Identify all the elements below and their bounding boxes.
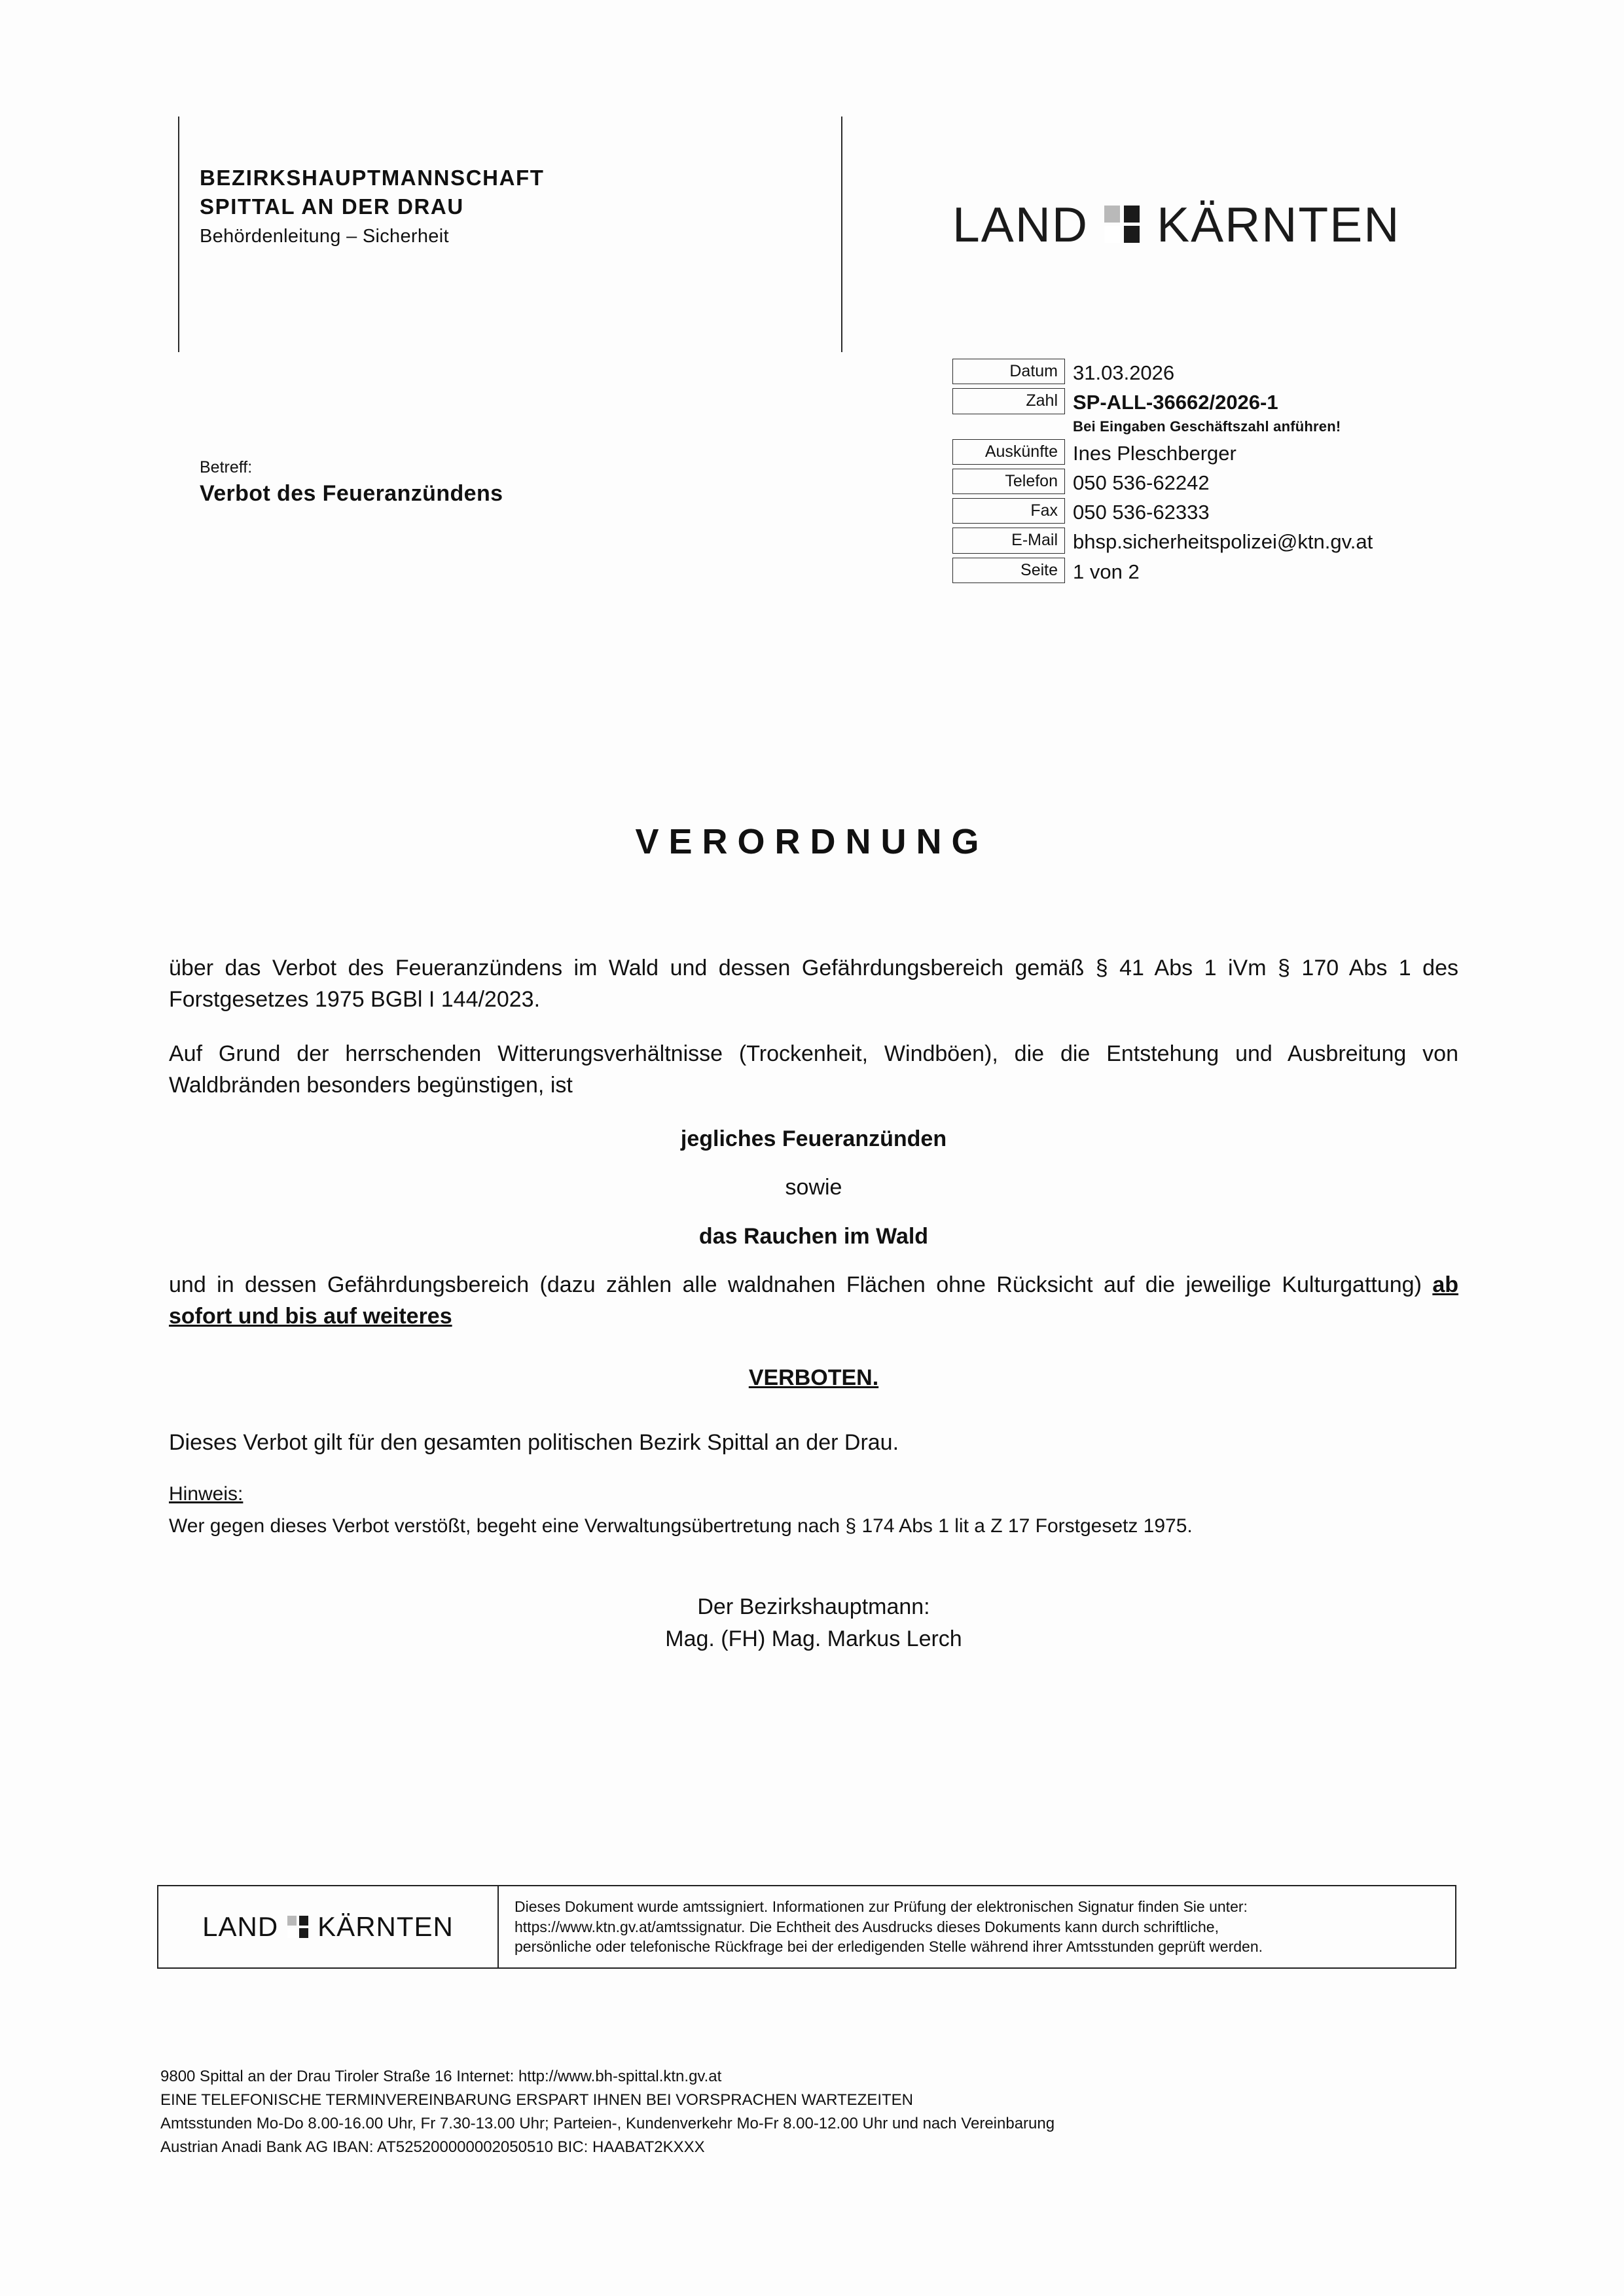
- meta-value-datum: 31.03.2026: [1073, 361, 1175, 384]
- logo-small-word-kaernten: KÄRNTEN: [317, 1911, 454, 1942]
- footer-line-notice: EINE TELEFONISCHE TERMINVEREINBARUNG ERSPART IHNEN BEI VORSPRACHEN WARTEZEITEN: [160, 2091, 913, 2109]
- meta-label-datum: Datum: [952, 359, 1065, 384]
- emphasis-smoking: das Rauchen im Wald: [698, 1223, 929, 1249]
- meta-value-auskuenfte: Ines Pleschberger: [1073, 441, 1236, 465]
- meta-row-auskuenfte: [952, 439, 1542, 467]
- amtssignatur-text-cell: [499, 1886, 1455, 1967]
- hinweis-label: Hinweis:: [169, 1482, 244, 1505]
- amtssignatur-logo-cell: [158, 1886, 499, 1967]
- meta-value-zahl: SP-ALL-36662/2026-1: [1073, 391, 1278, 414]
- document-title: VERORDNUNG: [635, 822, 989, 861]
- kaernten-checker-icon-small: [287, 1916, 308, 1938]
- kaernten-checker-icon: [1104, 206, 1141, 243]
- signature-role: Der Bezirkshauptmann:: [697, 1594, 930, 1619]
- subject-value: Verbot des Feueranzündens: [200, 481, 503, 506]
- header-divider-left: [178, 117, 179, 352]
- footer-line-address: 9800 Spittal an der Drau Tiroler Straße 16 Internet: http://www.bh-spittal.ktn.gv.at: [160, 2068, 722, 2085]
- paragraph-reason: Auf Grund der herrschenden Witterungsverhältnisse (Trockenheit, Windböen), die die Entstehung und Ausbreitung von Waldbränden besonders begünstigen, ist: [169, 1041, 1458, 1098]
- meta-row-email: [952, 528, 1542, 555]
- land-kaernten-logo-small: [202, 1911, 454, 1943]
- meta-label-email: E-Mail: [952, 528, 1065, 553]
- meta-value-telefon: 050 536-62242: [1073, 471, 1210, 494]
- footer-line-hours: Amtsstunden Mo-Do 8.00-16.00 Uhr, Fr 7.30-13.00 Uhr; Parteien-, Kundenverkehr Mo-Fr 8.00-12.00 Uhr und nach Vereinbarung: [160, 2115, 1055, 2132]
- emphasis-sowie: sowie: [785, 1175, 842, 1200]
- meta-value-seite: 1 von 2: [1073, 560, 1140, 583]
- paragraph-scope-prefix: und in dessen Gefährdungsbereich (dazu zählen alle waldnahen Flächen ohne Rücksicht auf die jeweilige Kulturgattung): [169, 1272, 1433, 1297]
- amtssignatur-box: [157, 1885, 1456, 1969]
- meta-row-seite: [952, 558, 1542, 585]
- authority-line-2: SPITTAL AN DER DRAU: [200, 194, 464, 219]
- meta-row-telefon: [952, 469, 1542, 496]
- page-footer: [160, 2065, 1404, 2159]
- amtssignatur-line-3: persönliche oder telefonische Rückfrage bei der erledigenden Stelle während ihrer Amtsstunden geprüft werden.: [514, 1938, 1263, 1956]
- hinweis-text: Wer gegen dieses Verbot verstößt, begeht eine Verwaltungsübertretung nach § 174 Abs 1 lit a Z 17 Forstgesetz 1975.: [169, 1515, 1193, 1537]
- subject-label: Betreff:: [200, 458, 253, 476]
- meta-row-zahl: [952, 388, 1542, 416]
- signature-name: Mag. (FH) Mag. Markus Lerch: [665, 1626, 962, 1651]
- meta-row-datum: [952, 359, 1542, 386]
- logo-small-word-land: LAND: [202, 1911, 279, 1942]
- logo-word-kaernten: KÄRNTEN: [1157, 197, 1401, 252]
- paragraph-legal-basis: über das Verbot des Feueranzündens im Wald und dessen Gefährdungsbereich gemäß § 41 Abs 1 iVm § 170 Abs 1 des Forstgesetzes 1975 BGBl I 144/2023.: [169, 956, 1458, 1013]
- document-body: [169, 952, 1458, 1655]
- meta-label-zahl: Zahl: [952, 388, 1065, 414]
- meta-label-seite: Seite: [952, 558, 1065, 583]
- signature-block: [169, 1591, 1458, 1656]
- emphasis-fire-lighting: jegliches Feueranzünden: [680, 1126, 947, 1152]
- header-divider-right: [841, 117, 842, 352]
- meta-block: [952, 359, 1542, 587]
- footer-line-bank: Austrian Anadi Bank AG IBAN: AT525200000002050510 BIC: HAABAT2KXXX: [160, 2138, 705, 2156]
- paragraph-area: Dieses Verbot gilt für den gesamten politischen Bezirk Spittal an der Drau.: [169, 1429, 899, 1455]
- meta-value-fax: 050 536-62333: [1073, 501, 1210, 524]
- logo-word-land: LAND: [952, 197, 1089, 252]
- amtssignatur-line-1: Dieses Dokument wurde amtssigniert. Informationen zur Prüfung der elektronischen Signatur finden Sie unter:: [514, 1898, 1248, 1915]
- paragraph-scope-underlined: ab sofort und bis auf weiteres: [169, 1272, 1458, 1329]
- authority-line-3: Behördenleitung – Sicherheit: [200, 225, 449, 247]
- paragraph-scope: [169, 1269, 1458, 1333]
- authority-line-1: BEZIRKSHAUPTMANNSCHAFT: [200, 166, 545, 190]
- meta-label-fax: Fax: [952, 498, 1065, 524]
- meta-row-fax: [952, 498, 1542, 526]
- meta-value-email[interactable]: bhsp.sicherheitspolizei@ktn.gv.at: [1073, 530, 1373, 554]
- authority-block: [200, 164, 789, 247]
- amtssignatur-line-2: https://www.ktn.gv.at/amtssignatur. Die Echtheit des Ausdrucks dieses Dokuments kann durch schriftliche,: [514, 1918, 1219, 1935]
- land-kaernten-logo: [952, 196, 1400, 253]
- prohibition-statement: VERBOTEN.: [748, 1365, 879, 1391]
- meta-note: Bei Eingaben Geschäftszahl anführen!: [1073, 418, 1341, 435]
- subject-block: [200, 458, 789, 507]
- meta-label-telefon: Telefon: [952, 469, 1065, 494]
- meta-label-auskuenfte: Auskünfte: [952, 439, 1065, 465]
